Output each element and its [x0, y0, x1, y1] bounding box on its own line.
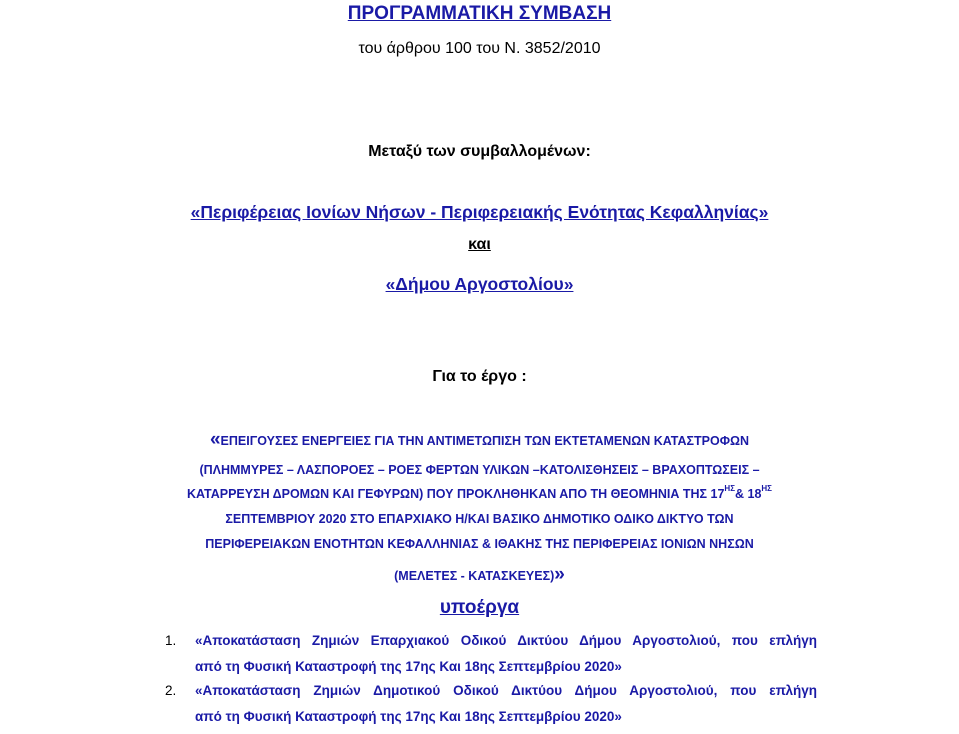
project-title-line: ΣΕΠΤΕΜΒΡΙΟΥ 2020 ΣΤΟ ΕΠΑΡΧΙΑΚΟ Η/ΚΑΙ ΒΑΣΙΚΟ ΔΗΜΟΤΙΚΟ ΟΔΙΚΟ ΔΙΚΤΥΟ ΤΩΝ — [225, 512, 734, 526]
project-title-text: (ΜΕΛΕΤΕΣ - ΚΑΤΑΣΚΕΥΕΣ) — [394, 569, 555, 583]
project-title-line: ΠΕΡΙΦΕΡΕΙΑΚΩΝ ΕΝΟΤΗΤΩΝ ΚΕΦΑΛΛΗΝΙΑΣ & ΙΘΑΚΗΣ ΤΗΣ ΠΕΡΙΦΕΡΕΙΑΣ ΙΟΝΙΩΝ ΝΗΣΩΝ — [205, 537, 754, 551]
open-quote: « — [209, 429, 221, 450]
subproject-text — [195, 683, 817, 724]
subproject-line: «Αποκατάσταση Ζημιών Επαρχιακού Οδικού Δικτύου Δήμου Αργοστολιού, που επλήγη — [195, 633, 817, 648]
subproject-text — [195, 633, 817, 674]
project-title-line — [0, 429, 959, 451]
project-title-text: ΚΑΤΑΡΡΕΥΣΗ ΔΡΟΜΩΝ ΚΑΙ ΓΕΦΥΡΩΝ) ΠΟΥ ΠΡΟΚΛΗΘΗΚΑΝ ΑΠΟ ΤΗ ΘΕΟΜΗΝΙΑ ΤΗΣ 17 — [187, 487, 725, 501]
list-number: 2. — [165, 683, 177, 698]
subproject-line: «Αποκατάσταση Ζημιών Δημοτικού Οδικού Δικτύου Δήμου Αργοστολιού, που επλήγη — [195, 683, 817, 698]
document-title: ΠΡΟΓΡΑΜΜΑΤΙΚΗ ΣΥΜΒΑΣΗ — [347, 3, 612, 24]
subproject-line: από τη Φυσική Καταστροφή της 17ης Και 18ης Σεπτεμβρίου 2020» — [195, 659, 622, 674]
project-title-text: & 18 — [735, 487, 762, 501]
ordinal-suffix: ΗΣ — [761, 484, 772, 493]
project-title-line — [0, 564, 959, 586]
list-number: 1. — [165, 633, 177, 648]
party-municipality: «Δήμου Αργοστολίου» — [385, 274, 574, 294]
project-title-line: (ΠΛΗΜΜΥΡΕΣ – ΛΑΣΠΟΡΟΕΣ – ΡΟΕΣ ΦΕΡΤΩΝ ΥΛΙΚΩΝ –ΚΑΤΟΛΙΣΘΗΣΕΙΣ – ΒΡΑΧΟΠΤΩΣΕΙΣ – — [199, 463, 760, 477]
party-region: «Περιφέρειας Ιονίων Νήσων - Περιφερειακής Ενότητας Κεφαλληνίας» — [190, 202, 769, 222]
document-subtitle: του άρθρου 100 του Ν. 3852/2010 — [358, 40, 601, 57]
project-title-line — [0, 484, 959, 501]
ordinal-suffix: ΗΣ — [724, 484, 735, 493]
project-heading: Για το έργο : — [432, 368, 527, 385]
party-conjunction: και — [468, 236, 491, 253]
parties-heading: Μεταξύ των συμβαλλομένων: — [368, 143, 591, 160]
subproject-line: από τη Φυσική Καταστροφή της 17ης Και 18ης Σεπτεμβρίου 2020» — [195, 709, 622, 724]
subprojects-heading: υποέργα — [439, 597, 520, 618]
project-title-text: ΕΠΕΙΓΟΥΣΕΣ ΕΝΕΡΓΕΙΕΣ ΓΙΑ ΤΗΝ ΑΝΤΙΜΕΤΩΠΙΣΗ ΤΩΝ ΕΚΤΕΤΑΜΕΝΩΝ ΚΑΤΑΣΤΡΟΦΩΝ — [220, 434, 750, 448]
close-quote: » — [554, 564, 565, 585]
